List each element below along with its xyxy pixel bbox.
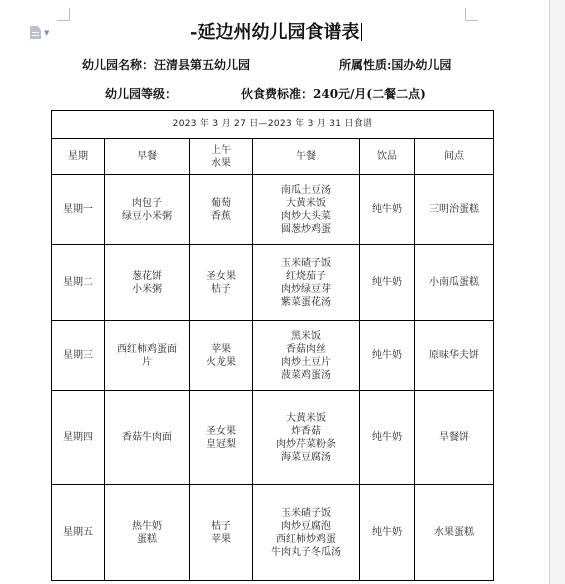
day-cell: 星期五 <box>52 485 105 581</box>
lunch-cell: 大黄米饭 炸香菇 肉炒芹菜粉条 海菜豆腐汤 <box>253 391 360 485</box>
header-breakfast: 早餐 <box>105 139 190 175</box>
drink-cell: 纯牛奶 <box>360 175 415 245</box>
date-range: 2023 年 3 月 27 日—2023 年 3 月 31 日食谱 <box>52 111 494 139</box>
drink-cell: 纯牛奶 <box>360 391 415 485</box>
header-row <box>52 139 494 175</box>
header-drink: 饮品 <box>360 139 415 175</box>
breakfast-cell: 热牛奶 蛋糕 <box>105 485 190 581</box>
breakfast-cell: 葱花饼 小米粥 <box>105 245 190 321</box>
breakfast-cell: 肉包子 绿豆小米粥 <box>105 175 190 245</box>
kindergarten-name: 幼儿园名称：汪清县第五幼儿园 <box>82 58 251 72</box>
meal-fee: 伙食费标准：240元/月(二餐二点) <box>241 87 426 101</box>
day-cell: 星期一 <box>52 175 105 245</box>
table-row <box>52 175 494 245</box>
margin-corner-top-right <box>465 8 478 21</box>
lunch-cell: 黑米饭 香菇肉丝 肉炒土豆片 菠菜鸡蛋汤 <box>253 321 360 391</box>
day-cell: 星期四 <box>52 391 105 485</box>
breakfast-cell: 香菇牛肉面 <box>105 391 190 485</box>
table-row <box>52 245 494 321</box>
snack-cell: 水果蛋糕 <box>415 485 494 581</box>
drink-cell: 纯牛奶 <box>360 245 415 321</box>
margin-corner-top-left <box>57 8 70 21</box>
fruit-cell: 苹果 火龙果 <box>190 321 253 391</box>
day-cell: 星期三 <box>52 321 105 391</box>
header-fruit: 上午 水果 <box>190 139 253 175</box>
drink-cell: 纯牛奶 <box>360 321 415 391</box>
title-text: -延边州幼儿园食谱表 <box>190 22 360 43</box>
fruit-cell: 圣女果 皇冠梨 <box>190 391 253 485</box>
fruit-cell: 圣女果 桔子 <box>190 245 253 321</box>
document-icon[interactable] <box>30 26 49 39</box>
table-row <box>52 321 494 391</box>
lunch-cell: 玉米碴子饭 红烧茄子 肉炒绿豆芽 紫菜蛋花汤 <box>253 245 360 321</box>
kindergarten-level: 幼儿园等级： <box>105 87 178 101</box>
header-lunch: 午餐 <box>253 139 360 175</box>
fruit-cell: 葡萄 香蕉 <box>190 175 253 245</box>
vertical-scrollbar[interactable] <box>549 0 565 584</box>
dropdown-caret-icon: ▼ <box>44 28 50 37</box>
menu-table <box>51 110 494 581</box>
snack-cell: 小南瓜蛋糕 <box>415 245 494 321</box>
header-day: 星期 <box>52 139 105 175</box>
drink-cell: 纯牛奶 <box>360 485 415 581</box>
kindergarten-nature: 所属性质:国办幼儿园 <box>339 58 452 72</box>
fruit-cell: 桔子 苹果 <box>190 485 253 581</box>
snack-cell: 原味华夫饼 <box>415 321 494 391</box>
snack-cell: 旱餐饼 <box>415 391 494 485</box>
table-row <box>52 485 494 581</box>
header-snack: 间点 <box>415 139 494 175</box>
table-row <box>52 391 494 485</box>
lunch-cell: 玉米碴子饭 肉炒豆腐泡 西红柿炒鸡蛋 牛肉丸子冬瓜汤 <box>253 485 360 581</box>
text-cursor <box>361 23 362 41</box>
page-title[interactable] <box>190 18 362 44</box>
breakfast-cell: 西红柿鸡蛋面 片 <box>105 321 190 391</box>
day-cell: 星期二 <box>52 245 105 321</box>
snack-cell: 三明治蛋糕 <box>415 175 494 245</box>
page-icon <box>30 26 41 39</box>
lunch-cell: 南瓜土豆汤 大黄米饭 肉炒大头菜 圆葱炒鸡蛋 <box>253 175 360 245</box>
